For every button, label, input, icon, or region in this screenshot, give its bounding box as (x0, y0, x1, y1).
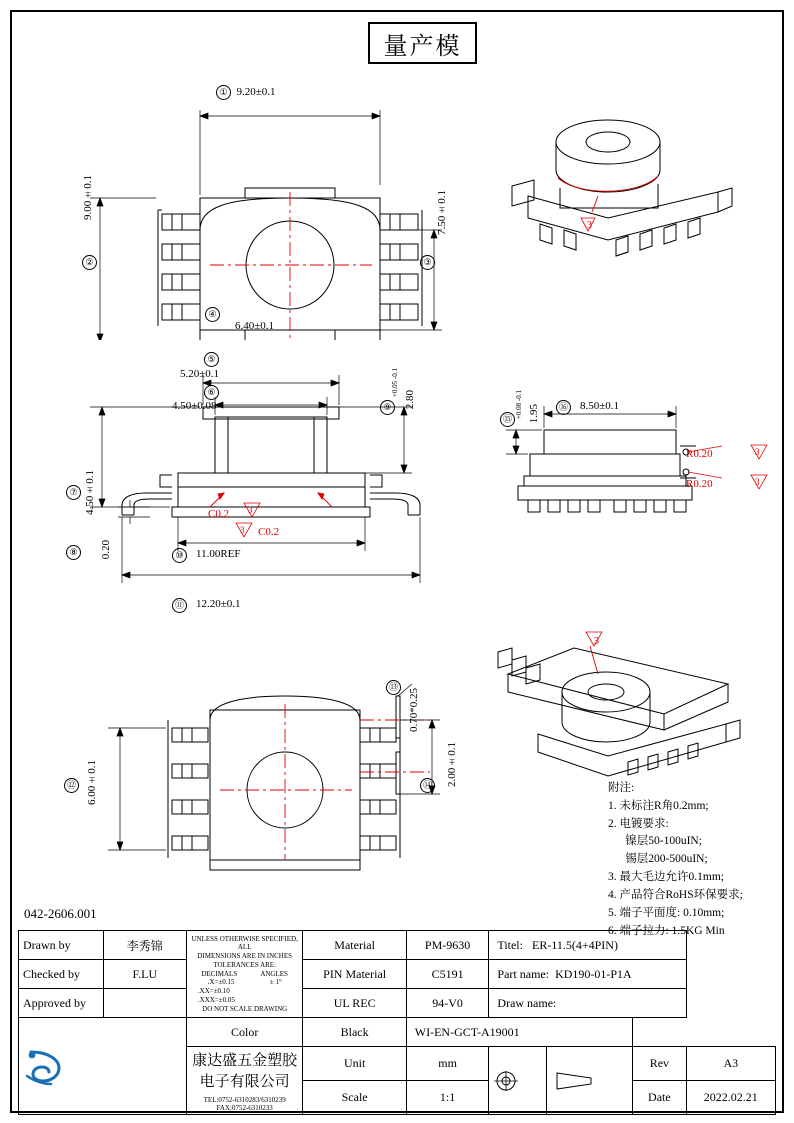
material-value: PM-9630 (406, 931, 489, 960)
note-3: 3. 最大毛边允许0.1mm; (608, 871, 724, 884)
note-5: 5. 端子平面度: 0.10mm; (608, 906, 725, 919)
chamfer-label-1: C0.2 (208, 508, 230, 520)
balloon-6: ⑥ (204, 385, 219, 400)
tol-l7: ± 1° (269, 978, 282, 987)
surface-mark-iso-top: 3 (587, 220, 592, 231)
partname-value: KD190-01-P1A (555, 966, 632, 981)
dim-5-20: 5.20±0.1 (180, 368, 220, 380)
dim-top-width: ① 9.20±0.1 (216, 85, 276, 100)
iso-view-bottom (478, 630, 768, 790)
tolerance-note (186, 931, 303, 1018)
balloon-5: ⑤ (204, 352, 219, 367)
company-name: 康达盛五金塑胶电子有限公司 (192, 1053, 298, 1090)
dim-1-95-tol: +0.08 -0.1 (515, 390, 523, 420)
front-view-drawing (60, 355, 480, 635)
surface-mark-iso-bottom: 3 (594, 636, 599, 647)
titel-value: ER-11.5(4+4PIN) (531, 937, 618, 952)
tol-l1: UNLESS OTHERWISE SPECIFIED, ALL (191, 934, 298, 952)
drawn-by-value: 李秀锦 (103, 931, 186, 960)
title-block (18, 930, 776, 1115)
notes-block (608, 780, 743, 940)
svg-text:3: 3 (755, 447, 760, 457)
tol-l8: .XX=±0.10 (197, 987, 230, 996)
balloon-10: ⑩ (172, 548, 187, 563)
company-logo-cell (19, 1018, 187, 1115)
svg-text:3: 3 (755, 477, 760, 487)
drawing-number: 042-2606.001 (24, 906, 97, 921)
projection-symbol-icon (493, 1070, 519, 1092)
pin-material-value: C5191 (406, 960, 489, 989)
balloon-4: ④ (205, 307, 220, 322)
dim-2-80: 2.80 (404, 390, 416, 410)
dim-1-95: 1.95 (528, 404, 540, 424)
company-name-cell (186, 1047, 303, 1115)
dim-4-50-08: 4.50±0.08 (172, 400, 217, 412)
material-label: Material (303, 931, 406, 960)
partname-row (489, 960, 686, 989)
dim-0-20: 0.20 (100, 540, 112, 560)
scale-value: 1:1 (406, 1081, 489, 1115)
balloon-11: ⑪ (172, 598, 187, 613)
note-2b: 锡层200-500uIN; (608, 853, 708, 866)
production-stamp (368, 22, 477, 64)
dim-0-70-0-25: 0.70*0.25 (408, 688, 420, 732)
note-2: 2. 电镀要求: (608, 817, 669, 830)
partname-label: Part name: (497, 966, 550, 981)
svg-text:3: 3 (240, 525, 245, 535)
note-2a: 镍层50-100uIN; (608, 835, 702, 848)
balloon-8: ⑧ (66, 545, 81, 560)
note-6: 6. 端子拉力: 1.5KG Min (608, 924, 725, 937)
note-4: 4. 产品符合RoHS环保要求; (608, 888, 743, 901)
balloon-7: ⑦ (66, 485, 81, 500)
surface-mark-front-1 (240, 500, 270, 520)
radius-label-1: R0.20 (686, 448, 713, 460)
surface-mark-side-1 (748, 442, 772, 462)
balloon-3: ③ (420, 255, 435, 270)
dim-bottom-width: 6.40±0.1 (235, 320, 275, 332)
surface-mark-side-2 (748, 472, 772, 492)
balloon-14: ⑭ (420, 778, 435, 793)
balloon-12: ⑫ (64, 778, 79, 793)
balloon-16: ⑯ (556, 400, 571, 415)
balloon-9: ⑨ (380, 400, 395, 415)
company-logo-icon (23, 1046, 69, 1086)
tol-l3: TOLERANCES ARE: (213, 960, 277, 969)
drawname-value-cell: WI-EN-GCT-A19001 (406, 1018, 632, 1047)
radius-label-2: R0.20 (686, 478, 713, 490)
pin-material-label: PIN Material (303, 960, 406, 989)
approved-by-value (103, 989, 186, 1018)
dim-8-50: 8.50±0.1 (580, 400, 620, 412)
tol-l10: DO NOT SCALE DRAWING (202, 1004, 288, 1013)
company-contact: TEL:0752-6310283/6310239 FAX:0752-6310233 (203, 1096, 286, 1112)
tol-l5: ANGLES (260, 969, 288, 978)
drawname-label-cell: Draw name: (489, 989, 686, 1018)
date-value: 2022.02.21 (686, 1081, 775, 1115)
dim-11-00-ref: 11.00REF (196, 548, 241, 560)
dim-12-20: 12.20±0.1 (196, 598, 241, 610)
dim-6-00: 6.00±0.1 (86, 760, 98, 805)
dim-2-80-tol: +0.05 -0.1 (391, 368, 399, 398)
balloon-15: ⑮ (500, 412, 515, 427)
drawn-by-label: Drawn by (19, 931, 104, 960)
ul-rec-label: UL REC (303, 989, 406, 1018)
unit-value: mm (406, 1047, 489, 1081)
tol-l2: DIMENSIONS ARE IN INCHES (197, 952, 293, 961)
note-1: 1. 未标注R角0.2mm; (608, 799, 709, 812)
approved-by-label: Approved by (19, 989, 104, 1018)
balloon-1: ① (216, 85, 231, 100)
titel-row (489, 931, 686, 960)
svg-text:3: 3 (248, 505, 253, 515)
checked-by-value: F.LU (103, 960, 186, 989)
date-label: Date (633, 1081, 686, 1115)
rev-label: Rev (633, 1047, 686, 1081)
projection-cone-cell (546, 1047, 633, 1115)
unit-label: Unit (303, 1047, 406, 1081)
production-stamp-text: 量产模 (383, 31, 462, 60)
balloon-2: ② (82, 255, 97, 270)
titel-label: Titel: (497, 937, 523, 952)
top-view-drawing (60, 80, 480, 340)
checked-by-label: Checked by (19, 960, 104, 989)
balloon-13: ⑬ (386, 680, 401, 695)
iso-view-top (488, 100, 758, 310)
surface-mark-front-2 (232, 520, 262, 540)
ul-rec-value: 94-V0 (406, 989, 489, 1018)
notes-title: 附注: (608, 782, 635, 794)
tol-l4: DECIMALS (201, 969, 238, 978)
projection-cone-icon (551, 1070, 605, 1092)
dim-2-00: 2.00±0.1 (446, 742, 458, 787)
color-value: Black (303, 1018, 406, 1047)
tol-l9: .XXX=±0.05 (197, 995, 235, 1004)
dim-right-height: 7.50±0.1 (436, 190, 448, 235)
dim-4-50: 4.50±0.1 (84, 470, 96, 515)
projection-symbol-cell (489, 1047, 546, 1115)
dim-left-height: 9.00±0.1 (82, 175, 94, 220)
tol-l6: .X=±0.15 (207, 978, 235, 987)
color-label: Color (186, 1018, 303, 1047)
rev-value: A3 (686, 1047, 775, 1081)
scale-label: Scale (303, 1081, 406, 1115)
chamfer-label-2: C0.2 (258, 526, 280, 538)
